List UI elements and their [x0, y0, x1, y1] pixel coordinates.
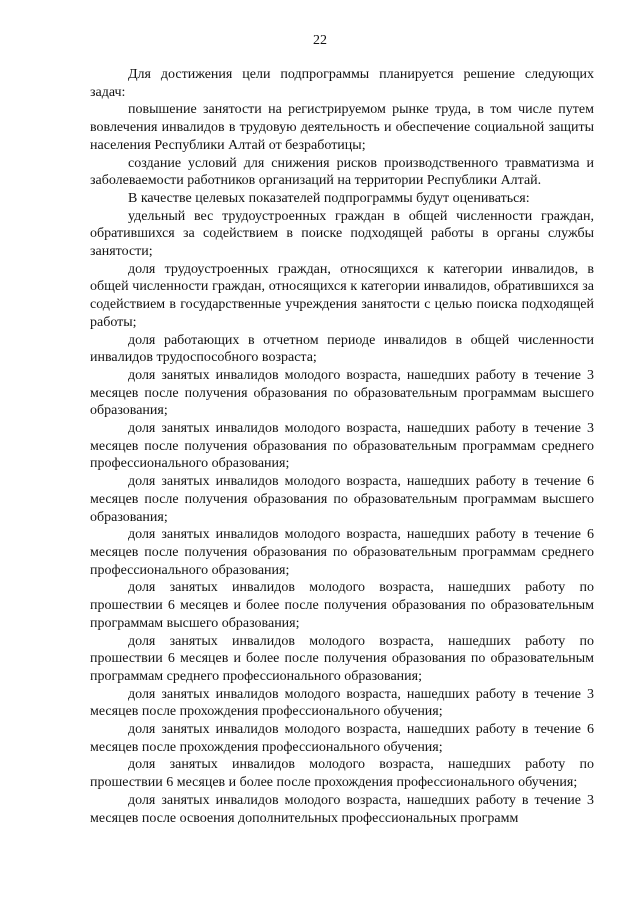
document-body [90, 66, 594, 827]
paragraph-intro: Для достижения цели подпрограммы планируется решение следующих задач: [90, 67, 594, 100]
page-number: 22 [313, 33, 327, 48]
paragraph-indicator: доля занятых инвалидов молодого возраста, нашедших работу в течение 6 месяцев после получения образования по образовательным программам высшего образования; [90, 474, 594, 525]
paragraph-indicator: доля занятых инвалидов молодого возраста, нашедших работу в течение 3 месяцев после получения образования по образовательным программам среднего профессионального образования; [90, 421, 594, 472]
paragraph-indicator: доля занятых инвалидов молодого возраста, нашедших работу по прошествии 6 месяцев и более после прохождения профессионального обучения; [90, 757, 594, 791]
paragraph-task-safety: создание условий для снижения рисков производственного травматизма и заболеваемости работников организаций на территории Республики Алтай. [90, 155, 594, 189]
paragraph-indicator: доля занятых инвалидов молодого возраста, нашедших работу в течение 3 месяцев после освоения дополнительных профессиональных программ [90, 792, 594, 826]
paragraph-indicator: доля занятых инвалидов молодого возраста, нашедших работу в течение 6 месяцев после получения образования по образовательным программам среднего профессионального образования; [90, 527, 594, 578]
paragraph-indicator: доля занятых инвалидов молодого возраста, нашедших работу по прошествии 6 месяцев и более после получения образования по образовательным программам высшего образования; [90, 580, 594, 631]
paragraph-indicator: доля работающих в отчетном периоде инвалидов в общей численности инвалидов трудоспособного возраста; [90, 332, 594, 366]
paragraph-indicators-intro: В качестве целевых показателей подпрограммы будут оцениваться: [128, 190, 530, 206]
paragraph-indicator: удельный вес трудоустроенных граждан в общей численности граждан, обратившихся за содействием в поиске подходящей работы в органы службы занятости; [90, 208, 594, 260]
paragraph-indicator: доля занятых инвалидов молодого возраста, нашедших работу в течение 3 месяцев после прохождения профессионального обучения; [90, 686, 594, 720]
paragraph-task-employment: повышение занятости на регистрируемом рынке труда, в том числе путем вовлечения инвалидов в трудовую деятельность и обеспечение социальной защиты населения Республики Алтай от безработицы; [90, 102, 594, 153]
paragraph-indicator: доля занятых инвалидов молодого возраста, нашедших работу в течение 3 месяцев после получения образования по образовательным программам высшего образования; [90, 367, 594, 419]
paragraph-indicator: доля занятых инвалидов молодого возраста, нашедших работу по прошествии 6 месяцев и более после получения образования по образовательным программам среднего профессионального образования; [90, 633, 594, 684]
paragraph-indicator: доля занятых инвалидов молодого возраста, нашедших работу в течение 6 месяцев после прохождения профессионального обучения; [90, 722, 594, 755]
paragraph-indicator: доля трудоустроенных граждан, относящихся к категории инвалидов, в общей численности граждан, относящихся к категории инвалидов, обратившихся за содействием в государственные учреждения занятости с целью поиска подходящей работы; [90, 261, 594, 330]
